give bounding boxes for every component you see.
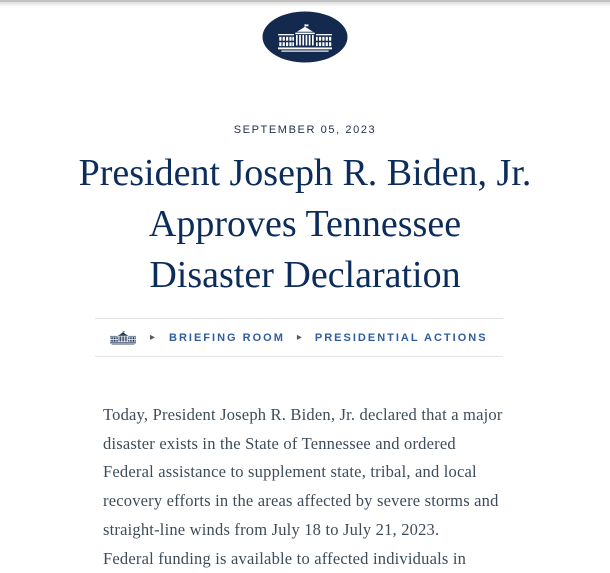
breadcrumb-briefing-room-link[interactable]: BRIEFING ROOM [169,331,285,344]
chevron-right-icon: ▸ [150,331,156,343]
chevron-right-icon: ▸ [296,331,302,343]
whitehouse-seal-logo[interactable] [262,11,348,63]
page-title [0,148,610,301]
body-line: disaster exists in the State of Tennessee and ordered [103,433,456,453]
body-line: Federal assistance to supplement state, tribal, and local [103,462,477,482]
breadcrumb [95,318,503,357]
site-header [0,0,610,63]
whitehouse-icon [110,331,136,345]
header-shadow [0,2,610,7]
article-body [103,401,515,573]
body-line: straight-line winds from July 18 to July 21, 2023. [103,519,440,539]
article-date: SEPTEMBER 05, 2023 [233,124,377,136]
article-paragraph-cutoff [103,545,515,573]
breadcrumb-presidential-actions-link[interactable]: PRESIDENTIAL ACTIONS [314,331,488,344]
title-line-1: President Joseph R. Biden, Jr. [78,152,532,194]
article-paragraph [103,401,515,545]
body-line: recovery efforts in the areas affected by severe storms and [103,491,499,511]
title-line-3: Disaster Declaration [149,254,461,296]
title-line-2: Approves Tennessee [148,203,462,245]
body-line: Today, President Joseph R. Biden, Jr. declared that a major [103,405,503,424]
body-line-cutoff: Federal funding is available to affected individuals in [103,548,467,568]
breadcrumb-home-whitehouse-icon[interactable] [110,331,136,345]
